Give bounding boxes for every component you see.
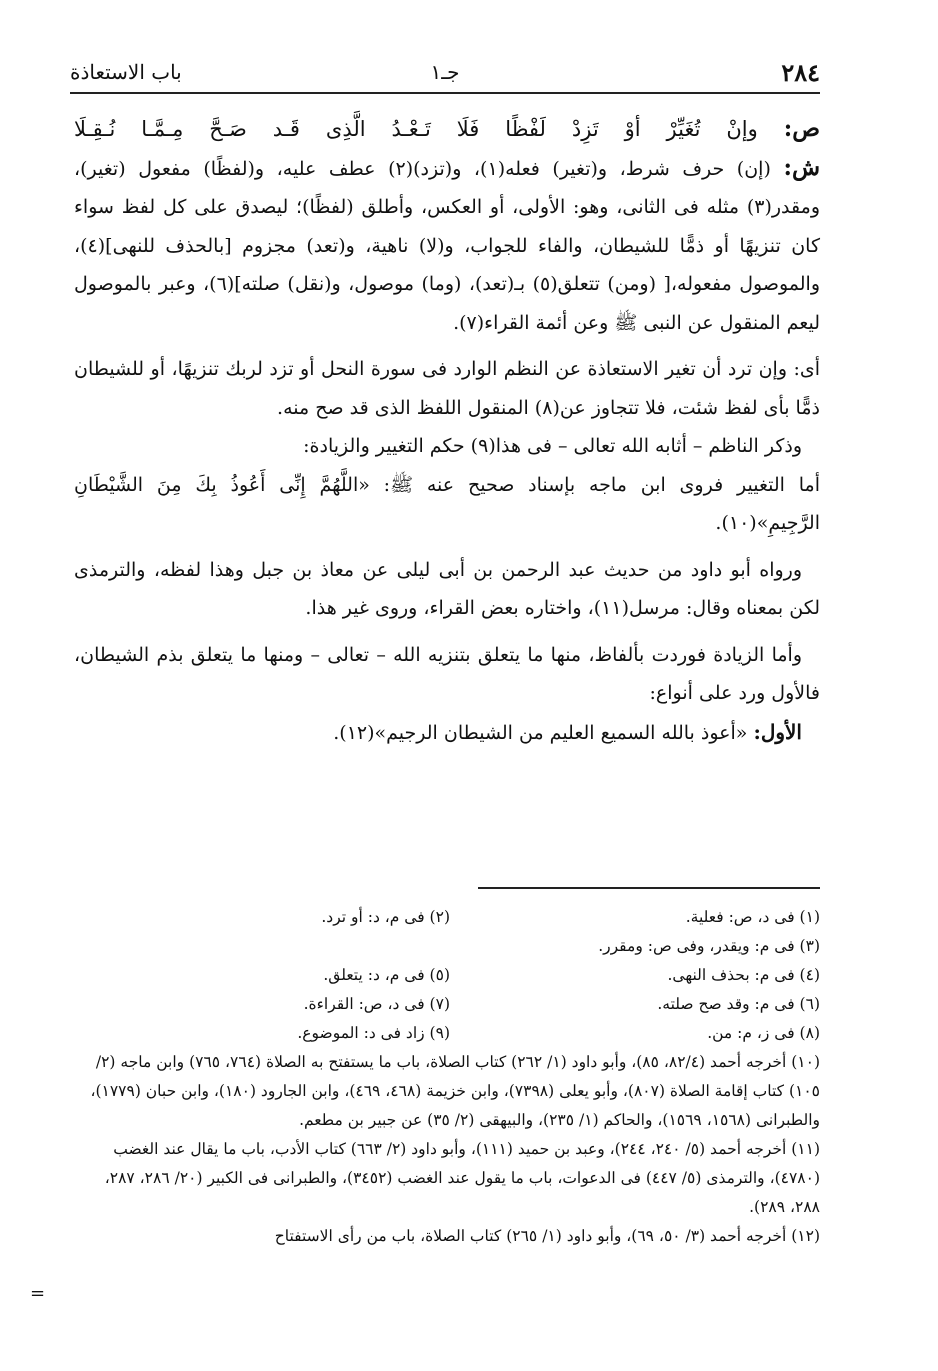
commentary-label: ش:: [783, 153, 821, 181]
footnote-7: (٧) فى د، ص: القراءة.: [303, 995, 450, 1013]
footnote-11: (١١) أخرجه أحمد (٥/ ٢٤٠، ٢٤٤)، وعبد بن حميد (١١١)، وأبو داود (٢/ ٦٦٣) كتاب الأدب، باب ما يقال عند الغضب (٤٧٨٠)، والترمذى (٥/ ٤٤٧) فى الدعوات، باب ما يقول عند الغضب (٣٤٥٢)، والطبرانى فى الكبير (٢٠/ ٢٨٦، ٢٨٧، ٢٨٨، ٢٨٩).: [104, 1140, 820, 1216]
footnote-5: (٥) فى م، د: يتعلق.: [323, 966, 450, 984]
footnote-row: [72, 903, 820, 932]
chapter-title: باب الاستعاذة: [70, 60, 182, 84]
footnote-6: (٦) فى م: وقد صح صلته.: [657, 995, 820, 1013]
paragraph-2: وذكر الناظم – أثابه الله تعالى – فى هذا(٩) حكم التغيير والزيادة:: [303, 435, 802, 457]
page-number: ٢٨٤: [781, 58, 820, 87]
verse-label: ص:: [783, 115, 821, 142]
paragraph-4: ورواه أبو داود من حديث عبد الرحمن بن أبى ليلى عن معاذ بن جبل وهذا لفظه، والترمذى لكن بمعناه وقال: مرسل(١١)، واختاره بعض القراء، وروى غير هذا.: [74, 558, 820, 619]
footnote-3: (٣) فى م: ويقدر، وفى ص: ومقرر.: [598, 937, 820, 955]
footnote-row: [72, 990, 820, 1019]
footnote-2: (٢) فى م، د: أو ترد.: [321, 908, 450, 926]
main-text: [74, 110, 820, 752]
footnote-row: [72, 1019, 820, 1048]
footnote-separator: [478, 887, 820, 889]
footnote-4: (٤) فى م: بحذف النهى.: [667, 966, 820, 984]
verse-text: وإنْ تُغَيِّرْ أوْ تَزِدْ لَفْظًا فَلَا تَـعْـدُ الَّذِى قَـد صَـحَّ مِـمَّـا نُـقِـلَا: [74, 117, 758, 141]
verse-line: [74, 110, 820, 149]
continuation-mark: =: [30, 1283, 46, 1304]
volume-label: جـ١: [430, 60, 460, 84]
paragraph-6: [74, 713, 820, 753]
footnote-8: (٨) فى ز، م: من.: [707, 1024, 820, 1042]
paragraph-3: أما التغيير فروى ابن ماجه بإسناد صحيح عنه ﷺ: «اللَّهُمَّ إِنِّى أَعُوذُ بِكَ مِنَ الشَّيْطَانِ الرَّجِيمِ»(١٠).: [74, 473, 820, 534]
paragraph-6-label: الأول:: [753, 719, 802, 744]
footnote-9: (٩) زاد فى د: الموضوع.: [297, 1024, 450, 1042]
footnote-row: [72, 961, 820, 990]
footnotes: [72, 903, 820, 1251]
commentary-text: (إن) حرف شرط، و(تغير) فعله(١)، و(تزد)(٢) عطف عليه، و(لفظًا) مفعول (تغير)، ومقدر(٣) مثله فى الثانى، وهو: الأولى، أو العكس، وأطلق (لفظًا)؛ ليصدق على كل لفظ سواء كان تنزيهًا أو ذمًّا للشيطان، والفاء للجواب، و(لا) ناهية، و(تعد) مجزوم [بالحذف للنهى](٤)، والموصول مفعوله،[ (ومن) تتعلق(٥) بـ(تعد)، (وما) موصول، و(نقل) صلته](٦)، وعبر بالموصول ليعم المنقول عن النبى ﷺ وعن أئمة القراء(٧).: [74, 157, 820, 334]
footnote-1: (١) فى د، ص: فعلية.: [685, 908, 820, 926]
commentary-paragraph: [74, 149, 820, 343]
footnote-10: (١٠) أخرجه أحمد (٨٢/٤، ٨٥)، وأبو داود (١/ ٢٦٢) كتاب الصلاة، باب ما يستفتح به الصلاة (٧٦٤، ٧٦٥) وابن ماجه (٢/ ١٠٥) كتاب إقامة الصلاة (٨٠٧)، وأبو يعلى (٧٣٩٨)، وابن خزيمة (٤٦٨، ٤٦٩)، وابن الجارود (١٨٠)، وابن حبان (١٧٧٩)، والطبرانى (١٥٦٨، ١٥٦٩)، والحاكم (١/ ٢٣٥)، والبيهقى (٢/ ٣٥) عن جبير بن مطعم.: [90, 1053, 820, 1129]
running-header: [70, 56, 820, 94]
footnote-12: (١٢) أخرجه أحمد (٣/ ٥٠، ٦٩)، وأبو داود (١/ ٢٦٥) كتاب الصلاة، باب من رأى الاستفتاح: [274, 1227, 820, 1245]
paragraph-1: أى: وإن ترد أن تغير الاستعاذة عن النظم الوارد فى سورة النحل أو تزد لربك تنزيهًا، أو للشيطان ذمًّا بأى لفظ شئت، فلا تتجاوز عن(٨) المنقول اللفظ الذى قد صح منه.: [74, 358, 820, 419]
paragraph-6-text: «أعوذ بالله السميع العليم من الشيطان الرجيم»(١٢).: [333, 721, 748, 744]
paragraph-5: وأما الزيادة فوردت بألفاظ، منها ما يتعلق بتنزيه الله – تعالى – ومنها ما يتعلق بذم الشيطان، فالأول ورد على أنواع:: [74, 643, 820, 704]
